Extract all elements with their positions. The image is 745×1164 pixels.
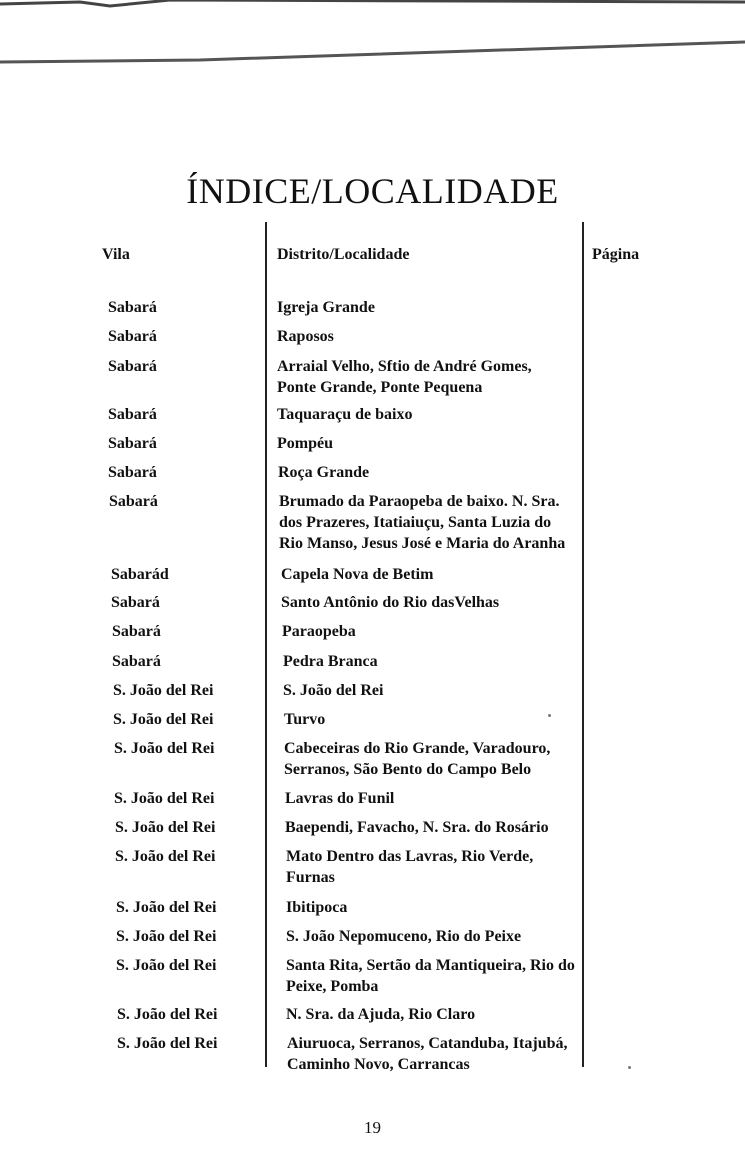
scan-artifact-top bbox=[0, 0, 745, 80]
vila-cell: S. João del Rei bbox=[114, 740, 215, 757]
distrito-cell: Raposos bbox=[277, 328, 334, 345]
vila-cell: Sabará bbox=[108, 299, 157, 316]
vila-cell: Sabará bbox=[108, 358, 157, 375]
page-title: ÍNDICE/LOCALIDADE bbox=[186, 171, 559, 211]
vila-cell: Sabará bbox=[108, 328, 157, 345]
vila-cell: S. João del Rei bbox=[116, 957, 217, 974]
distrito-cell: Paraopeba bbox=[282, 623, 356, 640]
vila-cell: S. João del Rei bbox=[115, 819, 216, 836]
distrito-cell: Pedra Branca bbox=[283, 653, 378, 670]
distrito-cell: S. João Nepomuceno, Rio do Peixe bbox=[286, 928, 522, 945]
column-divider-right bbox=[582, 222, 584, 1067]
scan-speck bbox=[548, 714, 551, 717]
distrito-cell: Capela Nova de Betim bbox=[281, 566, 434, 583]
vila-cell: S. João del Rei bbox=[117, 1006, 218, 1023]
distrito-cell: Igreja Grande bbox=[277, 299, 375, 316]
vila-cell: Sabará bbox=[111, 594, 160, 611]
distrito-cell: N. Sra. da Ajuda, Rio Claro bbox=[286, 1006, 476, 1023]
distrito-cell: Mato Dentro das Lavras, Rio Verde, Furnas bbox=[286, 848, 534, 886]
vila-cell: Sabarád bbox=[111, 566, 169, 583]
distrito-cell: Santa Rita, Sertão da Mantiqueira, Rio do Peixe, Pomba bbox=[286, 957, 575, 995]
distrito-cell: Pompéu bbox=[277, 435, 333, 452]
vila-cell: S. João del Rei bbox=[116, 899, 217, 916]
vila-cell: Sabará bbox=[109, 493, 158, 510]
vila-cell: S. João del Rei bbox=[114, 790, 215, 807]
distrito-cell: Lavras do Funil bbox=[285, 790, 395, 807]
distrito-cell: Cabeceiras do Rio Grande, Varadouro, Serranos, São Bento do Campo Belo bbox=[284, 740, 551, 778]
vila-cell: Sabará bbox=[108, 464, 157, 481]
scan-speck bbox=[628, 1066, 631, 1069]
vila-cell: S. João del Rei bbox=[113, 711, 214, 728]
vila-cell: S. João del Rei bbox=[115, 848, 216, 865]
distrito-cell: S. João del Rei bbox=[283, 682, 384, 699]
vila-cell: Sabará bbox=[112, 623, 161, 640]
distrito-cell: Taquaraçu de baixo bbox=[277, 406, 413, 423]
column-header-distrito: Distrito/Localidade bbox=[277, 246, 410, 263]
vila-cell: S. João del Rei bbox=[116, 928, 217, 945]
vila-cell: Sabará bbox=[108, 406, 157, 423]
column-divider-left bbox=[265, 222, 267, 1067]
page-number: 19 bbox=[364, 1118, 381, 1137]
column-header-vila: Vila bbox=[102, 246, 130, 263]
vila-cell: S. João del Rei bbox=[117, 1035, 218, 1052]
distrito-cell: Santo Antônio do Rio dasVelhas bbox=[281, 594, 500, 611]
distrito-cell: Baependi, Favacho, N. Sra. do Rosário bbox=[285, 819, 549, 836]
distrito-cell: Roça Grande bbox=[278, 464, 370, 481]
distrito-cell: Ibitipoca bbox=[286, 899, 348, 916]
distrito-cell: Turvo bbox=[284, 711, 326, 728]
vila-cell: S. João del Rei bbox=[113, 682, 214, 699]
distrito-cell: Brumado da Paraopeba de baixo. N. Sra. dos Prazeres, Itatiaiuçu, Santa Luzia do Rio Manso, Jesus José e Maria do Aranha bbox=[279, 493, 566, 552]
distrito-cell: Aiuruoca, Serranos, Catanduba, Itajubá, Caminho Novo, Carrancas bbox=[287, 1035, 568, 1073]
vila-cell: Sabará bbox=[112, 653, 161, 670]
column-header-pagina: Página bbox=[592, 246, 640, 263]
distrito-cell: Arraial Velho, Sftio de André Gomes, Ponte Grande, Ponte Pequena bbox=[277, 358, 532, 396]
vila-cell: Sabará bbox=[108, 435, 157, 452]
